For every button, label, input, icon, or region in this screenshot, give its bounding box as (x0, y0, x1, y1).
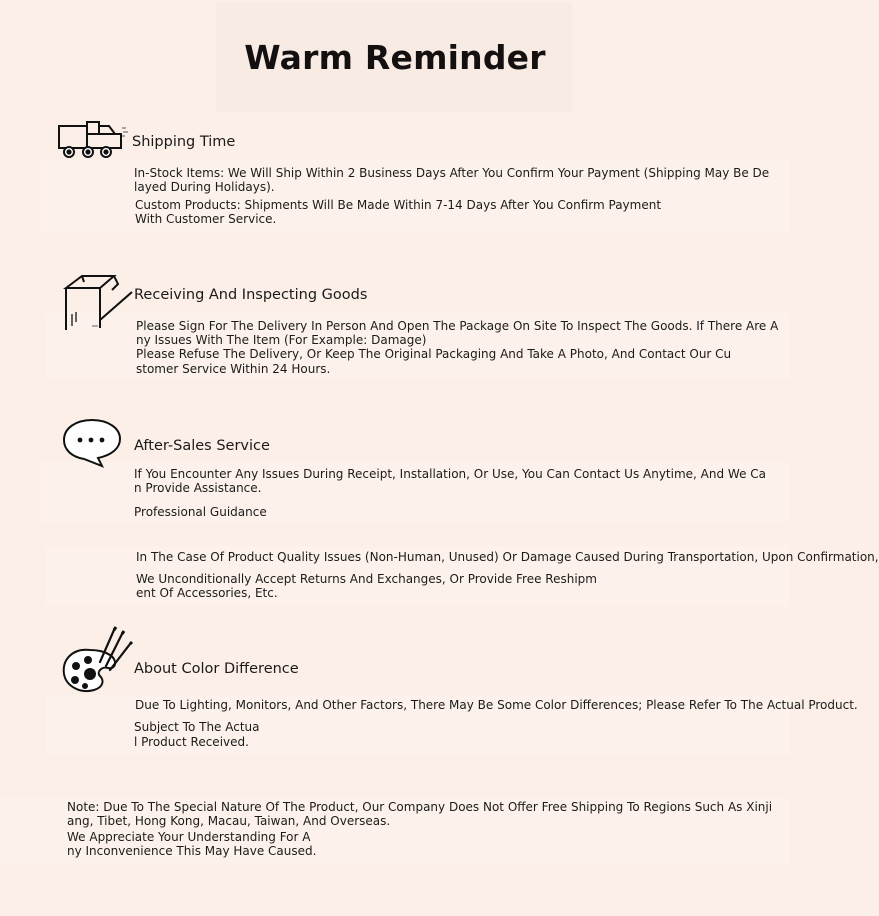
note-line-1: Note: Due To The Special Nature Of The Product, Our Company Does Not Offer Free Shipping To Regions Such As Xinji (67, 800, 773, 814)
receiving-line-3: Please Refuse The Delivery, Or Keep The Original Packaging And Take A Photo, And Contact Our Cu (136, 347, 732, 361)
section-heading-color: About Color Difference (134, 661, 299, 677)
receiving-line-4: stomer Service Within 24 Hours. (136, 362, 331, 376)
receiving-line-1: Please Sign For The Delivery In Person And Open The Package On Site To Inspect The Goods. If There Are A (136, 319, 779, 333)
receiving-line-2: ny Issues With The Item (For Example: Damage) (136, 333, 427, 347)
aftersales-line-4: In The Case Of Product Quality Issues (Non-Human, Unused) Or Damage Caused During Transportation, Upon Confirmation, (136, 550, 879, 564)
section-heading-receiving: Receiving And Inspecting Goods (134, 287, 368, 303)
aftersales-line-2: n Provide Assistance. (134, 481, 262, 495)
note-line-2: ang, Tibet, Hong Kong, Macau, Taiwan, And Overseas. (67, 814, 391, 828)
shipping-line-3: Custom Products: Shipments Will Be Made Within 7-14 Days After You Confirm Payment (135, 198, 662, 212)
shipping-line-1: In-Stock Items: We Will Ship Within 2 Business Days After You Confirm Your Payment (Shipping May Be De (134, 166, 770, 180)
color-line-2: Subject To The Actua (134, 720, 260, 734)
aftersales-line-3: Professional Guidance (134, 505, 267, 519)
shipping-line-4: With Customer Service. (135, 212, 277, 226)
speech-bubble-icon (62, 418, 124, 472)
aftersales-line-1: If You Encounter Any Issues During Receipt, Installation, Or Use, You Can Contact Us Anytime, And We Ca (134, 467, 767, 481)
note-line-4: ny Inconvenience This May Have Caused. (67, 844, 317, 858)
paint-palette-icon (60, 626, 134, 700)
delivery-truck-icon (56, 120, 130, 168)
section-heading-shipping: Shipping Time (132, 134, 236, 150)
aftersales-line-5: We Unconditionally Accept Returns And Exchanges, Or Provide Free Reshipm (136, 572, 597, 586)
section-heading-aftersales: After-Sales Service (134, 438, 270, 454)
note-line-3: We Appreciate Your Understanding For A (67, 830, 311, 844)
color-line-3: l Product Received. (134, 735, 249, 749)
shipping-line-2: layed During Holidays). (134, 180, 275, 194)
color-line-1: Due To Lighting, Monitors, And Other Factors, There May Be Some Color Differences; Please Refer To The Actual Product. (135, 698, 858, 712)
package-box-icon (62, 274, 134, 340)
aftersales-line-6: ent Of Accessories, Etc. (136, 586, 278, 600)
page-title: Warm Reminder (244, 38, 546, 77)
